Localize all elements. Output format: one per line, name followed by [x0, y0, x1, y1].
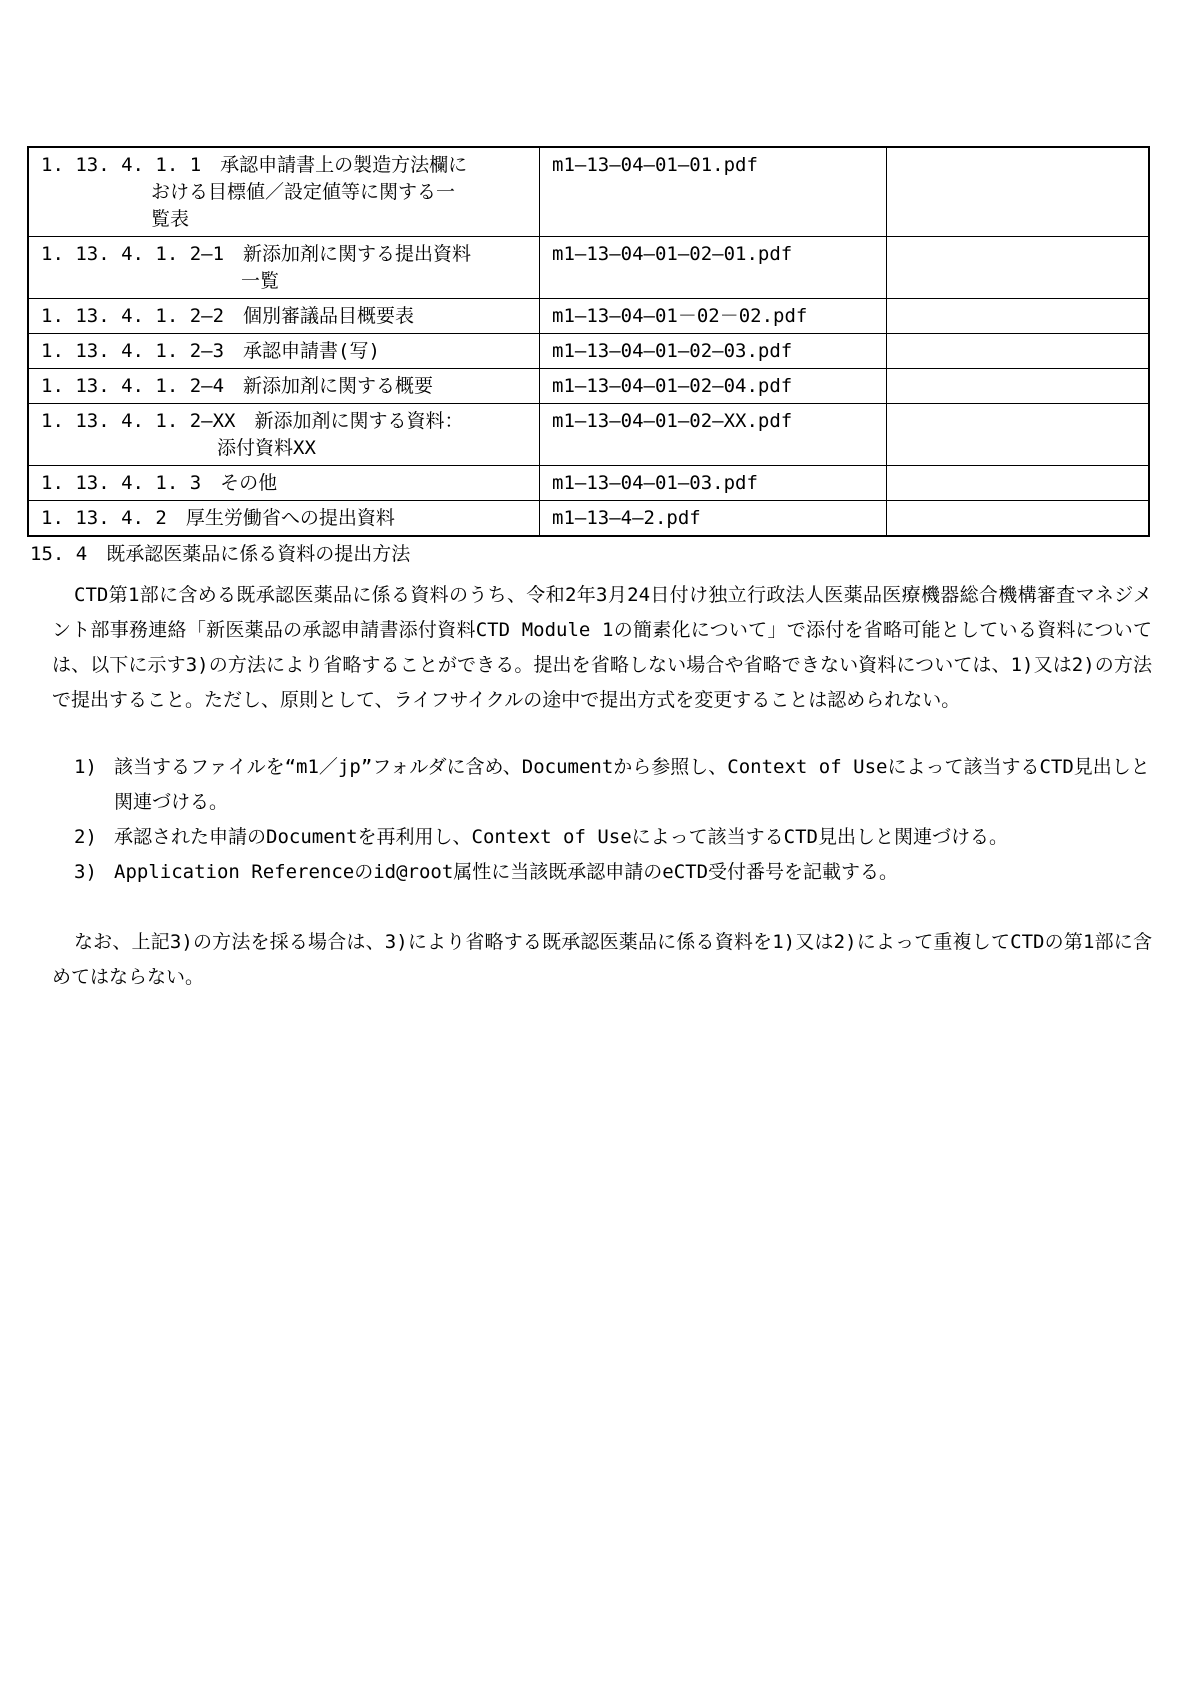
- section-title: その他: [220, 472, 278, 494]
- section-number: 1. 13. 4. 1. 3: [41, 472, 202, 494]
- section-title: 承認申請書(写): [243, 340, 380, 362]
- list-item: [52, 855, 1152, 890]
- section-title-cell: [28, 299, 540, 334]
- section-title-cell: [28, 404, 540, 466]
- list-item: [52, 750, 1152, 820]
- section-title-continuation: 一覧: [241, 270, 280, 292]
- section-number: 1. 13. 4. 2: [41, 507, 167, 529]
- file-name-cell: m1—13—04—01—02—01.pdf: [540, 237, 887, 299]
- intro-paragraph: CTD第1部に含める既承認医薬品に係る資料のうち、令和2年3月24日付け独立行政法人医薬品医療機器総合機構審査マネジメント部事務連絡「新医薬品の承認申請書添付資料CTD Module 1の簡素化について」で添付を省略可能としている資料については、以下に示す3)の方法により省略することができる。提出を省略しない場合や省略できない資料については、1)又は2)の方法で提出すること。ただし、原則として、ライフサイクルの途中で提出方式を変更することは認められない。: [52, 584, 1152, 711]
- table-row: [28, 334, 1149, 369]
- section-number: 1. 13. 4. 1. 2—4: [41, 375, 225, 397]
- note-paragraph: なお、上記3)の方法を採る場合は、3)により省略する既承認医薬品に係る資料を1)又は2)によって重複してCTDの第1部に含めてはならない。: [52, 931, 1152, 988]
- section-heading: 15. 4 既承認医薬品に係る資料の提出方法: [30, 543, 411, 565]
- empty-cell: [887, 299, 1150, 334]
- file-name-cell: m1—13—04—01—02—XX.pdf: [540, 404, 887, 466]
- table-row: [28, 237, 1149, 299]
- section-title-continuation: 添付資料XX: [217, 437, 316, 459]
- empty-cell: [887, 466, 1150, 501]
- section-title-continuation: おける目標値／設定値等に関する一 覧表: [151, 181, 456, 230]
- section-title-cell: [28, 369, 540, 404]
- section-number: 1. 13. 4. 1. 1: [41, 154, 202, 176]
- section-number: 1. 13. 4. 1. 2—1: [41, 243, 225, 265]
- section-title: 新添加剤に関する提出資料: [243, 243, 472, 265]
- file-name-cell: m1—13—4—2.pdf: [540, 501, 887, 537]
- file-name-cell: m1—13—04—01—03.pdf: [540, 466, 887, 501]
- section-number: 1. 13. 4. 1. 2—3: [41, 340, 225, 362]
- file-name-cell: m1—13—04—01—02—03.pdf: [540, 334, 887, 369]
- empty-cell: [887, 334, 1150, 369]
- section-number: 1. 13. 4. 1. 2—XX: [41, 410, 236, 432]
- file-table: [27, 146, 1150, 537]
- section-title-cell: [28, 237, 540, 299]
- section-title: 新添加剤に関する資料：: [254, 410, 464, 432]
- empty-cell: [887, 404, 1150, 466]
- list-item-number: 2): [74, 826, 97, 848]
- file-name-cell: m1—13—04—01－02－02.pdf: [540, 299, 887, 334]
- section-title: 新添加剤に関する概要: [243, 375, 434, 397]
- list-item: [52, 820, 1152, 855]
- section-title-cell: [28, 466, 540, 501]
- section-title-cell: [28, 147, 540, 237]
- table-row: [28, 466, 1149, 501]
- list-item-number: 1): [74, 756, 97, 778]
- section-title: 厚生労働省への提出資料: [185, 507, 395, 529]
- empty-cell: [887, 501, 1150, 537]
- empty-cell: [887, 147, 1150, 237]
- list-item-text: 承認された申請のDocumentを再利用し、Context of Useによって該当するCTD見出しと関連づける。: [114, 826, 1008, 848]
- table-row: [28, 369, 1149, 404]
- table-row: [28, 501, 1149, 537]
- method-list: [52, 750, 1152, 890]
- list-item-text: 該当するファイルを“m1／jp”フォルダに含め、Documentから参照し、Context of Useによって該当するCTD見出しと関連づける。: [114, 756, 1150, 813]
- file-name-cell: m1—13—04—01—02—04.pdf: [540, 369, 887, 404]
- table-row: [28, 299, 1149, 334]
- section-number: 1. 13. 4. 1. 2—2: [41, 305, 225, 327]
- file-name-cell: m1—13—04—01—01.pdf: [540, 147, 887, 237]
- section-title-cell: [28, 334, 540, 369]
- section-title: 承認申請書上の製造方法欄に: [220, 154, 468, 176]
- empty-cell: [887, 369, 1150, 404]
- table-row: [28, 147, 1149, 237]
- table-row: [28, 404, 1149, 466]
- empty-cell: [887, 237, 1150, 299]
- list-item-number: 3): [74, 861, 97, 883]
- section-title: 個別審議品目概要表: [243, 305, 415, 327]
- section-title-cell: [28, 501, 540, 537]
- list-item-text: Application Referenceのid@root属性に当該既承認申請のeCTD受付番号を記載する。: [114, 861, 899, 883]
